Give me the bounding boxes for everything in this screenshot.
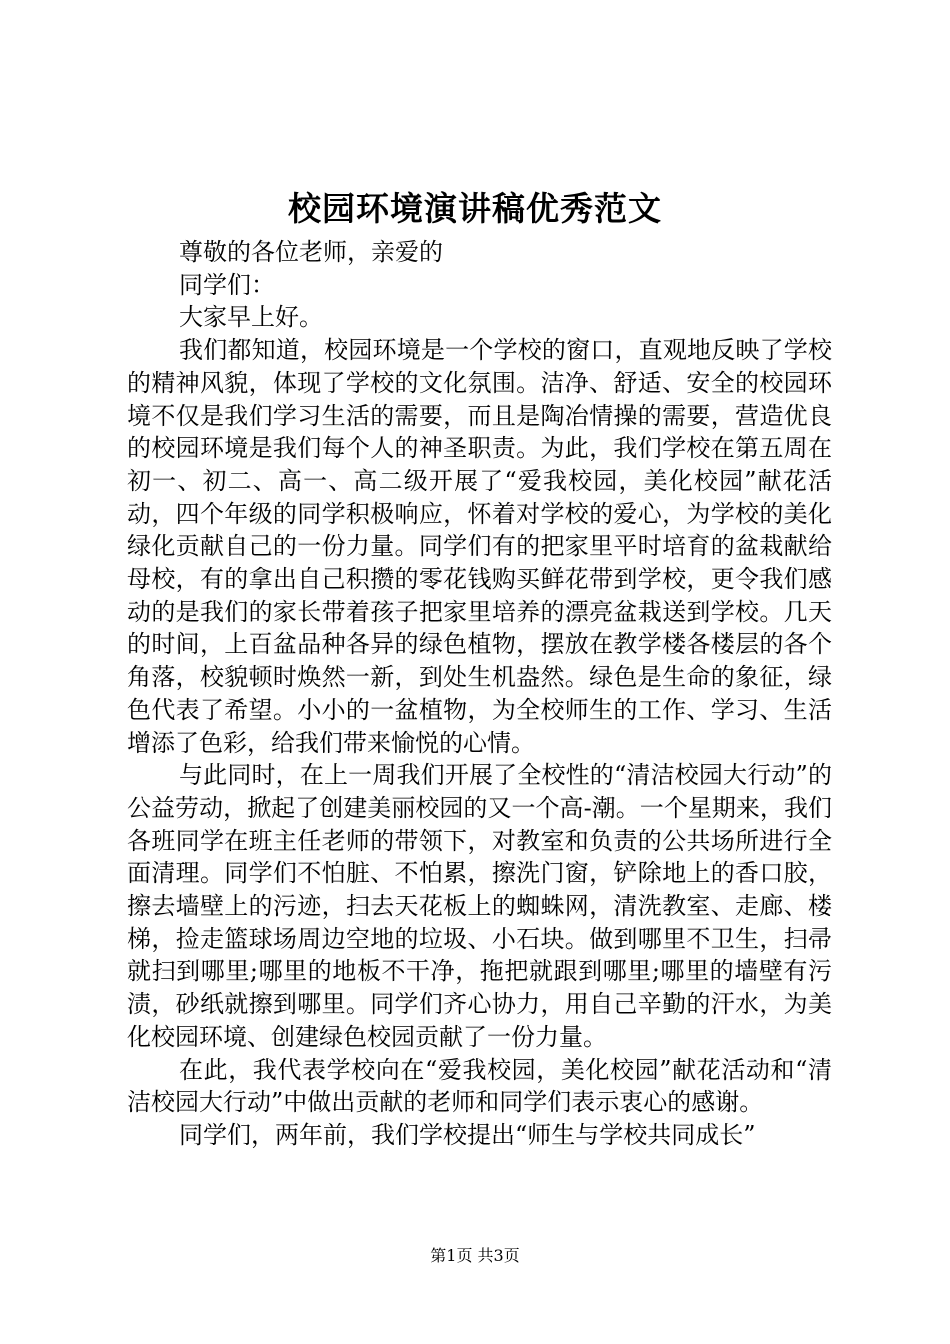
page-footer: 第1页 共3页 [430,1246,520,1265]
greeting-line: 大家早上好。 [179,303,323,332]
paragraph: 与此同时，在上一周我们开展了全校性的“清洁校园大行动”的公益劳动，掀起了创建美丽校园的又一个高-潮。一个星期来，我们各班同学在班主任老师的带领下，对教室和负责的公共场所进行全面清理。同学们不怕脏、不怕累，擦洗门窗，铲除地上的香口胶，擦去墙壁上的污迹，扫去天花板上的蜘蛛网，清洗教室、走廊、楼梯，捡走篮球场周边空地的垃圾、小石块。做到哪里不卫生，扫帚就扫到哪里;哪里的地板不干净，拖把就跟到哪里;哪里的墙壁有污渍，砂纸就擦到哪里。同学们齐心协力，用自己辛勤的汗水，为美化校园环境、创建绿色校园贡献了一份力量。 [127,761,832,1051]
paragraph: 在此，我代表学校向在“爱我校园，美化校园”献花活动和“清洁校园大行动”中做出贡献的老师和同学们表示衷心的感谢。 [127,1055,832,1117]
greeting-line: 同学们： [179,270,275,299]
greeting-line: 尊敬的各位老师，亲爱的 [179,238,443,266]
page-title: 校园环境演讲稿优秀范文 [288,189,662,228]
paragraph: 我们都知道，校园环境是一个学校的窗口，直观地反映了学校的精神风貌，体现了学校的文化氛围。洁净、舒适、安全的校园环境不仅是我们学习生活的需要，而且是陶冶情操的需要，营造优良的校园环境是我们每个人的神圣职责。为此，我们学校在第五周在初一、初二、高一、高二级开展了“爱我校园，美化校园”献花活动，四个年级的同学积极响应，怀着对学校的爱心，为学校的美化绿化贡献自己的一份力量。同学们有的把家里平时培育的盆栽献给母校，有的拿出自己积攒的零花钱购买鲜花带到学校，更令我们感动的是我们的家长带着孩子把家里培养的漂亮盆栽送到学校。几天的时间，上百盆品种各异的绿色植物，摆放在教学楼各楼层的各个角落，校貌顿时焕然一新，到处生机盎然。绿色是生命的象征，绿色代表了希望。小小的一盆植物，为全校师生的工作、学习、生活增添了色彩，给我们带来愉悦的心情。 [127,336,832,757]
document-body [127,236,832,1152]
paragraph: 同学们，两年前，我们学校提出“师生与学校共同成长” [179,1120,756,1149]
